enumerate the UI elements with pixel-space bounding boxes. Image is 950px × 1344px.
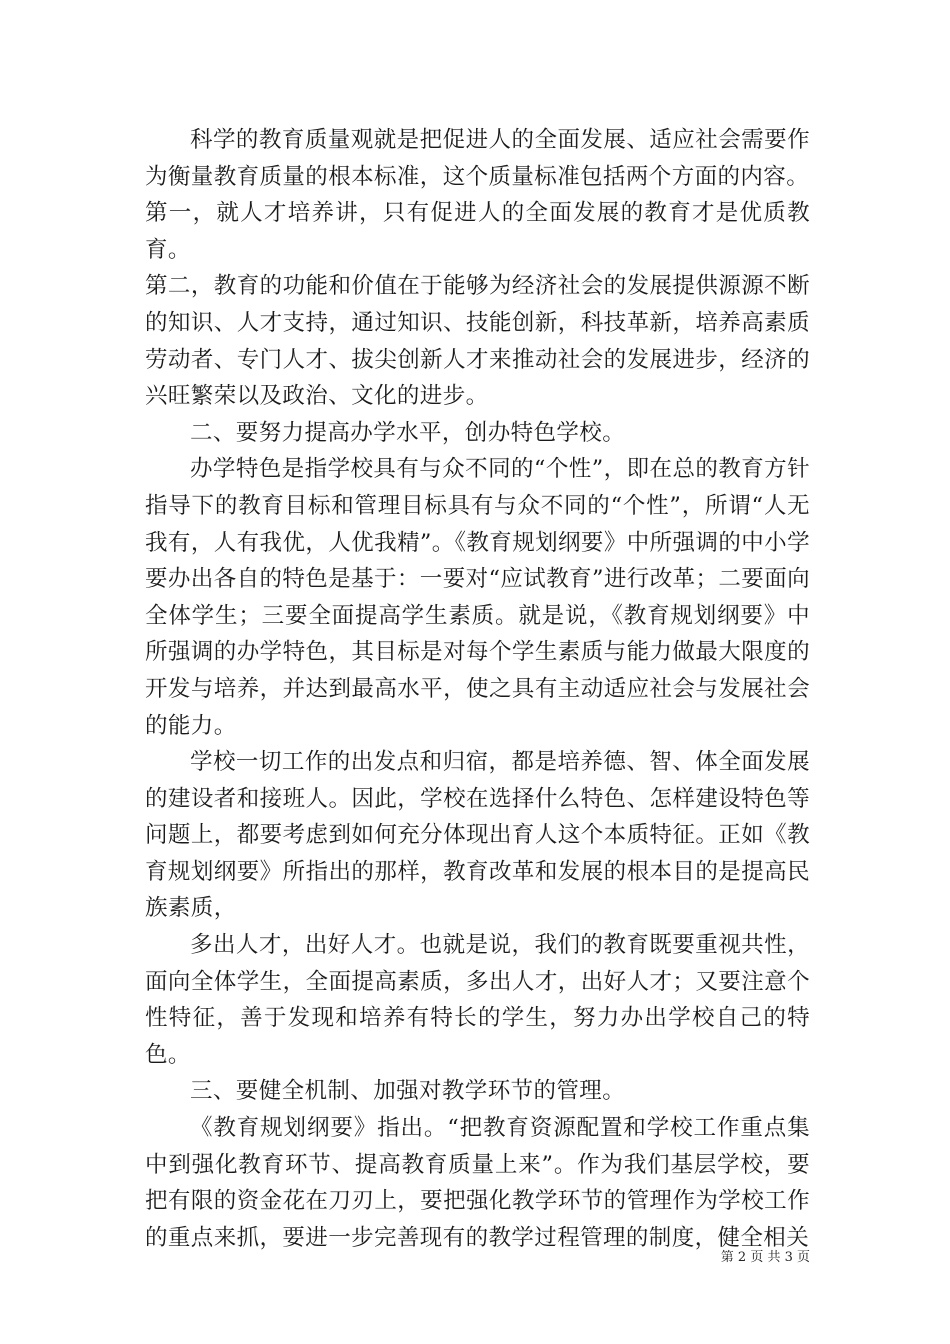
heading-section-two: 二、要努力提高办学水平，创办特色学校。 (190, 419, 626, 446)
paragraph-school-characteristics: 办学特色是指学校具有与众不同的“个性”，即在总的教育方针指导下的教育目标和管理目标具有与众不同的“个性”，所谓“人无我有，人有我优，人优我精”。《教育规划纲要》中所强调的中小学要办出各自的特色是基于：一要对“应试教育”进行改革；二要面向全体学生；三要全面提高学生素质。就是说，《教育规划纲要》中所强调的办学特色，其目标是对每个学生素质与能力做最大限度的开发与培养，并达到最高水平，使之具有主动适应社会与发展社会的能力。 (145, 456, 811, 739)
paragraph-second-point: 第二，教育的功能和价值在于能够为经济社会的发展提供源源不断的知识、人才支持，通过知识、技能创新，科技革新，培养高素质劳动者、专门人才、拔尖创新人才来推动社会的发展进步，经济的兴旺繁荣以及政治、文化的进步。 (145, 273, 810, 410)
paragraph-quality-view: 科学的教育质量观就是把促进人的全面发展、适应社会需要作为衡量教育质量的根本标准，这个质量标准包括两个方面的内容。 (145, 127, 810, 190)
paragraph-first-point: 第一，就人才培养讲，只有促进人的全面发展的教育才是优质教育。 (145, 200, 810, 263)
paragraph-more-talents: 多出人才，出好人才。也就是说，我们的教育既要重视共性，面向全体学生，全面提高素质，多出人才，出好人才；又要注意个性特征，善于发现和培养有特长的学生，努力办出学校自己的特色。 (145, 932, 810, 1068)
page-number-footer: 第 2 页 共 3 页 (720, 1250, 810, 1265)
document-body (145, 122, 810, 1256)
paragraph-school-work: 学校一切工作的出发点和归宿，都是培养德、智、体全面发展的建设者和接班人。因此，学校在选择什么特色、怎样建设特色等问题上，都要考虑到如何充分体现出育人这个本质特征。正如《教育规划纲要》所指出的那样，教育改革和发展的根本目的是提高民族素质， (145, 749, 810, 922)
paragraph-education-outline: 《教育规划纲要》指出。“把教育资源配置和学校工作重点集中到强化教育环节、提高教育质量上来”。作为我们基层学校，要把有限的资金花在刀刃上，要把强化教学环节的管理作为学校工作的重点来抓，要进一步完善现有的教学过程管理的制度，健全相关 (145, 1115, 810, 1251)
heading-section-three: 三、要健全机制、加强对教学环节的管理。 (190, 1078, 626, 1105)
